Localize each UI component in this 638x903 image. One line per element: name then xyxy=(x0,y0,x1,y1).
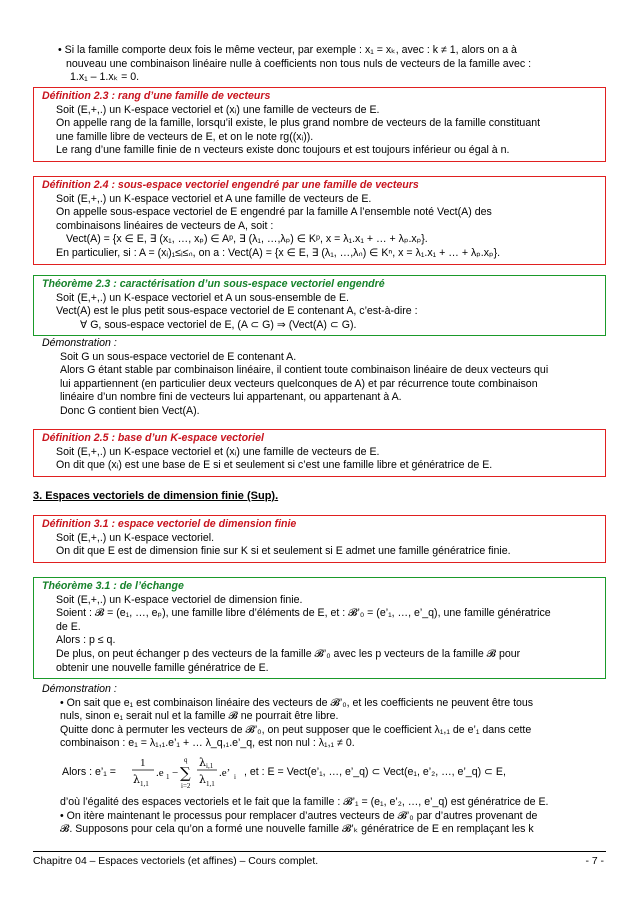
theorem-line: Vect(A) est le plus petit sous-espace vectoriel de E contenant A, c’est-à-dire : xyxy=(56,305,418,318)
svg-text:i: i xyxy=(234,773,236,781)
demonstration-line: combinaison : e₁ = λ₁,₁.e’₁ + … λ_q,₁.e’_q, est non nul : λ₁,₁ ≠ 0. xyxy=(60,737,355,750)
theorem-formula: ∀ G, sous-espace vectoriel de E, (A ⊂ G) ⇒ (Vect(A) ⊂ G). xyxy=(80,318,357,331)
svg-text:λ: λ xyxy=(199,773,206,786)
definition-title: Définition 2.3 : rang d’une famille de vecteurs xyxy=(42,90,271,102)
demonstration-line: Alors G étant stable par combinaison linéaire, il contient toute combinaison linéaire de deux vecteurs qui xyxy=(60,364,549,377)
exchange-formula xyxy=(62,756,622,790)
demonstration-line: d’où l’égalité des espaces vectoriels et le fait que la famille : 𝓑’₁ = (e₁, e’₂, …, e’_q) est génératrice de E. xyxy=(60,796,549,808)
definition-line: Soit (E,+,.) un K-espace vectoriel et (xᵢ) une famille de vecteurs de E. xyxy=(56,103,380,116)
intro-line: • Si la famille comporte deux fois le même vecteur, par exemple : x₁ = xₖ, avec : k ≠ 1, alors on a à xyxy=(58,44,517,56)
definition-2-5-box xyxy=(33,429,606,477)
svg-text:1: 1 xyxy=(166,773,170,781)
definition-line: combinaisons linéaires de vecteurs de A, soit : xyxy=(56,219,274,232)
definition-line: On dit que (xᵢ) est une base de E si et seulement si c’est une famille libre et génératrice de E. xyxy=(56,459,493,472)
theorem-line: Soit (E,+,.) un K-espace vectoriel et A un sous-ensemble de E. xyxy=(56,291,349,304)
definition-2-3-box xyxy=(33,87,606,162)
definition-line: une famille libre de vecteurs de E, et on le note rg((xᵢ)). xyxy=(56,130,314,143)
intro-paragraph xyxy=(58,44,618,85)
definition-line: On appelle sous-espace vectoriel de E engendré par la famille A l’ensemble noté Vect(A) des xyxy=(56,206,492,219)
definition-formula: Vect(A) = {x ∈ E, ∃ (x₁, …, xₚ) ∈ Aᵖ, ∃ (λ₁, …,λₚ) ∈ Kᵖ, x = λ₁.x₁ + … + λₚ.xₚ}. xyxy=(66,233,428,246)
demonstration-line: Donc G contient bien Vect(A). xyxy=(60,404,200,417)
theorem-line: Soient : 𝓑 = (e₁, …, eₚ), une famille libre d’éléments de E, et : 𝓑’₀ = (e’₁, …, e’_q), une famille génératrice xyxy=(56,607,551,620)
definition-line: On appelle rang de la famille, lorsqu’il existe, le plus grand nombre de vecteurs de la famille constituant xyxy=(56,117,541,130)
definition-line: Soit (E,+,.) un K-espace vectoriel. xyxy=(56,531,215,544)
demonstration-line: linéaire d’un nombre fini de vecteurs lui appartenant, ou appartenant à A. xyxy=(60,391,402,404)
definition-line: Soit (E,+,.) un K-espace vectoriel et A une famille de vecteurs de E. xyxy=(56,192,372,205)
svg-text:1,1: 1,1 xyxy=(206,780,215,788)
theorem-line: de E. xyxy=(56,620,81,633)
svg-text:λ: λ xyxy=(199,756,206,769)
definition-line: On dit que E est de dimension finie sur K si et seulement si E admet une famille génératrice finie. xyxy=(56,545,511,558)
svg-text:i,1: i,1 xyxy=(206,762,214,770)
theorem-title: Théorème 2.3 : caractérisation d’un sous-espace vectoriel engendré xyxy=(42,278,385,290)
demonstration-3-1 xyxy=(42,683,612,751)
definition-line: En particulier, si : A = (xᵢ)₁≤ᵢ≤ₙ, on a : Vect(A) = {x ∈ E, ∃ (λ₁, …,λₙ) ∈ Kⁿ, x = λ₁.x₁ + … + λₚ.xₚ}. xyxy=(56,246,501,259)
svg-text:−: − xyxy=(172,767,179,779)
definition-title: Définition 3.1 : espace vectoriel de dimension finie xyxy=(42,518,297,530)
demonstration-2-3 xyxy=(42,337,612,419)
definition-title: Définition 2.4 : sous-espace vectoriel engendré par une famille de vecteurs xyxy=(42,179,419,191)
svg-text:.e: .e xyxy=(156,767,164,779)
definition-line: Le rang d’une famille finie de n vecteurs existe donc toujours et est toujours inférieur ou égal à n. xyxy=(56,144,510,157)
theorem-3-1-box xyxy=(33,577,606,679)
fraction-formula-svg xyxy=(124,756,264,790)
demonstration-line: Soit G un sous-espace vectoriel de E contenant A. xyxy=(60,350,297,363)
page-number: - 7 - xyxy=(585,856,604,867)
demonstration-line: lui appartiennent (en particulier deux vecteurs quelconques de A) et par récurrence toute combinaison xyxy=(60,377,538,390)
formula-prefix: Alors : e’₁ = xyxy=(62,766,116,778)
svg-text:.e’: .e’ xyxy=(219,767,231,779)
svg-text:∑: ∑ xyxy=(180,764,191,782)
demonstration-line: • On sait que e₁ est combinaison linéaire des vecteurs de 𝓑’₀, et les coefficients ne peuvent être tous xyxy=(60,696,534,709)
definition-line: Soit (E,+,.) un K-espace vectoriel et (xᵢ) une famille de vecteurs de E. xyxy=(56,445,380,458)
svg-text:1,1: 1,1 xyxy=(140,780,149,788)
demonstration-line: nuls, sinon e₁ serait nul et la famille 𝓑 ne pourrait être libre. xyxy=(60,710,339,723)
demonstration-line: 𝓑. Supposons pour cela qu’on a formé une nouvelle famille 𝓑’ₖ génératrice de E en remplaçant les k xyxy=(60,823,534,836)
demonstration-title: Démonstration : xyxy=(42,683,117,695)
definition-title: Définition 2.5 : base d’un K-espace vectoriel xyxy=(42,432,264,444)
theorem-line: Soit (E,+,.) un K-espace vectoriel de dimension finie. xyxy=(56,593,303,606)
svg-text:q: q xyxy=(184,756,188,764)
theorem-title: Théorème 3.1 : de l’échange xyxy=(42,580,184,592)
section-heading: 3. Espaces vectoriels de dimension finie (Sup). xyxy=(33,490,279,502)
footer-chapter-title: Chapitre 04 – Espaces vectoriels (et affines) – Cours complet. xyxy=(33,856,319,867)
svg-text:λ: λ xyxy=(133,773,140,786)
page-footer xyxy=(33,851,606,869)
theorem-line: obtenir une nouvelle famille génératrice de E. xyxy=(56,661,269,674)
demonstration-line: • On itère maintenant le processus pour remplacer d’autres vecteurs de 𝓑’₀ par d’autres provenant de xyxy=(60,809,538,822)
svg-text:1: 1 xyxy=(140,757,146,769)
intro-line: nouveau une combinaison linéaire nulle à coefficients non tous nuls de vecteurs de la famille avec : xyxy=(66,57,532,70)
demonstration-3-1-continued xyxy=(42,796,612,837)
formula-suffix: , et : E = Vect(e’₁, …, e’_q) ⊂ Vect(e₁, e’₂, …, e’_q) ⊂ E, xyxy=(244,766,506,778)
demonstration-line: Quitte donc à permuter les vecteurs de 𝓑’₀, on peut supposer que le coefficient λ₁,₁ de e’₁ dans cette xyxy=(60,723,532,736)
theorem-2-3-box xyxy=(33,275,606,336)
intro-line: 1.x₁ – 1.xₖ = 0. xyxy=(70,71,140,84)
definition-3-1-box xyxy=(33,515,606,563)
definition-2-4-box xyxy=(33,176,606,265)
theorem-line: Alors : p ≤ q. xyxy=(56,634,116,647)
demonstration-title: Démonstration : xyxy=(42,337,117,349)
svg-text:i=2: i=2 xyxy=(181,782,191,790)
theorem-line: De plus, on peut échanger p des vecteurs de la famille 𝓑’₀ avec les p vecteurs de la famille 𝓑 pour xyxy=(56,647,521,660)
